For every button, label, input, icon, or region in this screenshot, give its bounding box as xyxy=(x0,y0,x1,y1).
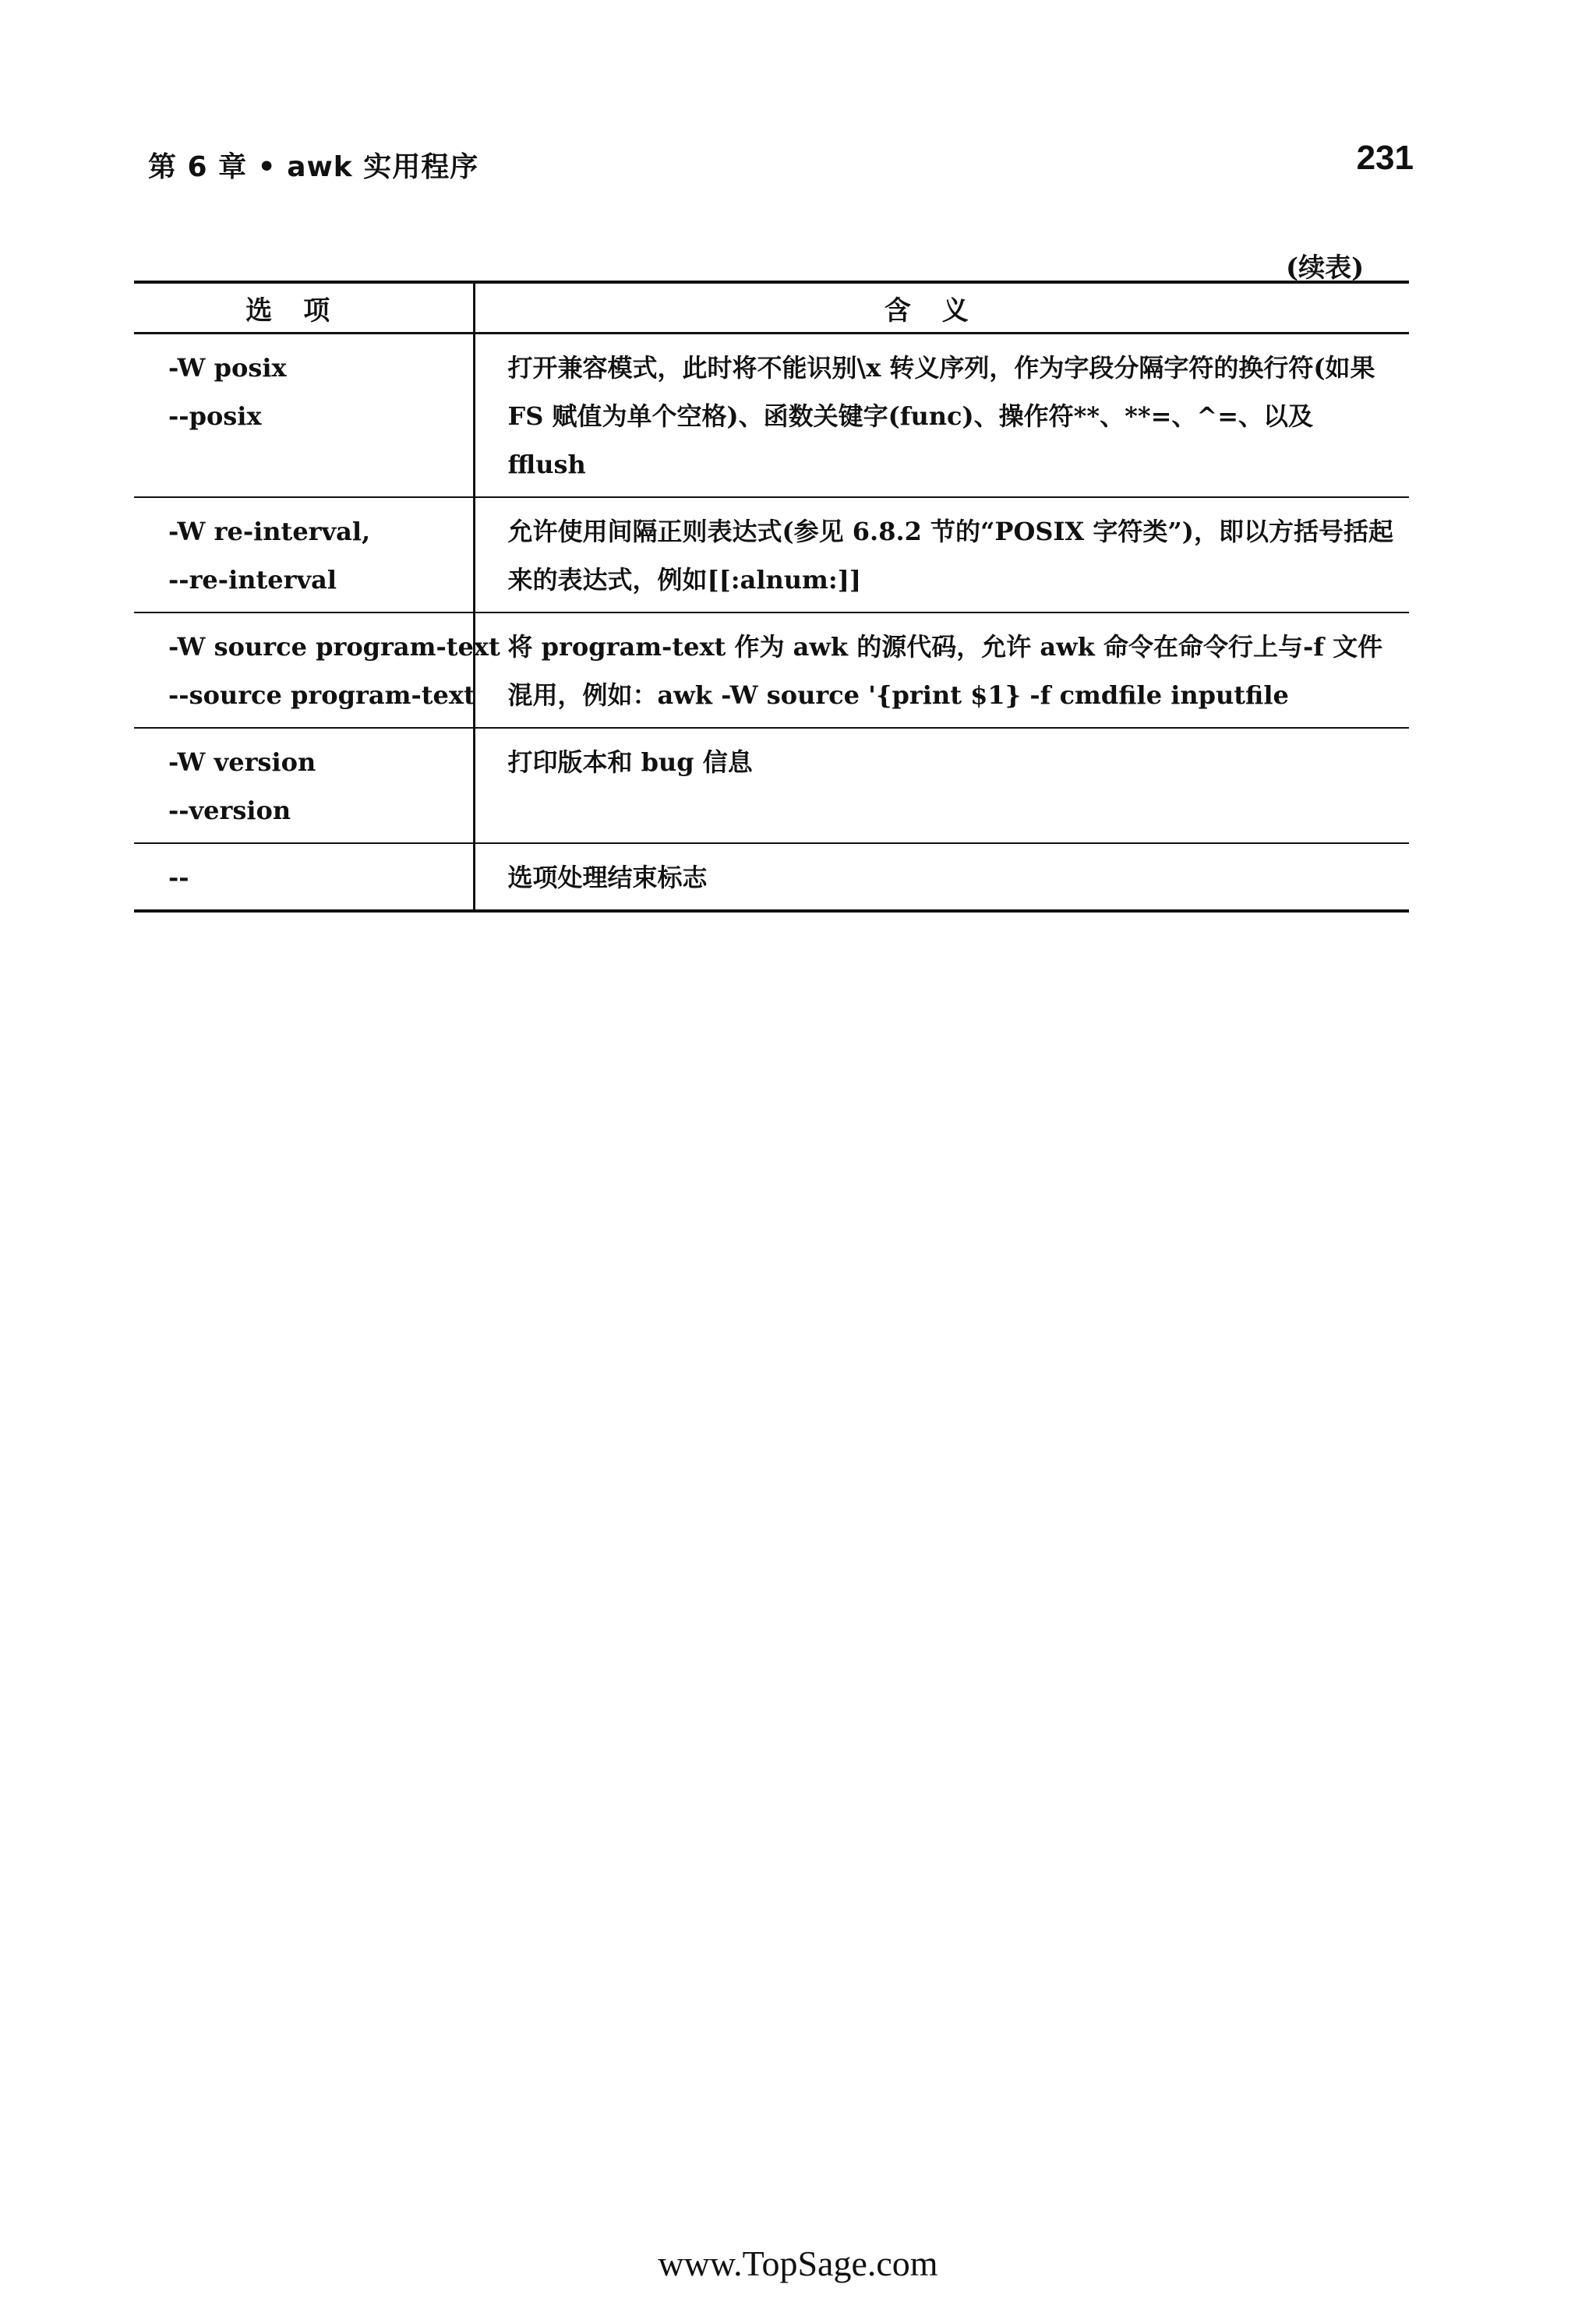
table-row xyxy=(134,497,1409,613)
option-name: -W posix xyxy=(168,353,287,383)
chapter-title: 第 6 章 • awk 实用程序 xyxy=(148,151,479,183)
continued-label: (续表) xyxy=(1286,252,1365,284)
option-cell xyxy=(134,613,500,728)
table-row xyxy=(134,613,1409,728)
option-description: 允许使用间隔正则表达式(参见 6.8.2 节的“POSIX 字符类”)，即以方括号括起来的表达式，例如[[:alnum:]] xyxy=(474,497,1409,613)
option-name: --re-interval xyxy=(168,565,337,595)
option-name: --posix xyxy=(168,401,262,431)
option-description: 打印版本和 bug 信息 xyxy=(474,728,1409,843)
option-cell xyxy=(134,728,474,843)
footer-website: www.TopSage.com xyxy=(658,2244,938,2283)
option-name: --source program-text xyxy=(168,680,475,710)
option-cell xyxy=(134,334,474,498)
table-header-row xyxy=(134,282,1409,334)
option-description: 打开兼容模式，此时将不能识别\x 转义序列，作为字段分隔字符的换行符(如果 FS 赋值为单个空格)、函数关键字(func)、操作符**、**=、^=、以及 fflush xyxy=(474,334,1409,498)
page-header xyxy=(148,139,1418,185)
option-name: -W version xyxy=(168,747,316,777)
option-description: 将 program-text 作为 awk 的源代码，允许 awk 命令在命令行上与-f 文件混用，例如：awk -W source '{print $1} -f cmdfile inputfile xyxy=(474,613,1409,728)
option-name: --version xyxy=(168,796,291,825)
option-cell xyxy=(134,497,474,613)
option-name: -- xyxy=(168,863,189,892)
options-table xyxy=(134,281,1409,913)
option-cell xyxy=(134,843,474,911)
table-row xyxy=(134,728,1409,843)
option-name: -W re-interval, xyxy=(168,517,371,546)
column-header-meaning: 含义 xyxy=(474,282,1409,334)
option-description: 选项处理结束标志 xyxy=(474,843,1409,911)
table-row xyxy=(134,334,1409,498)
page-number: 231 xyxy=(1356,139,1414,177)
column-header-option: 选项 xyxy=(245,295,362,327)
table-row xyxy=(134,843,1409,911)
option-name: -W source program-text xyxy=(168,632,500,662)
